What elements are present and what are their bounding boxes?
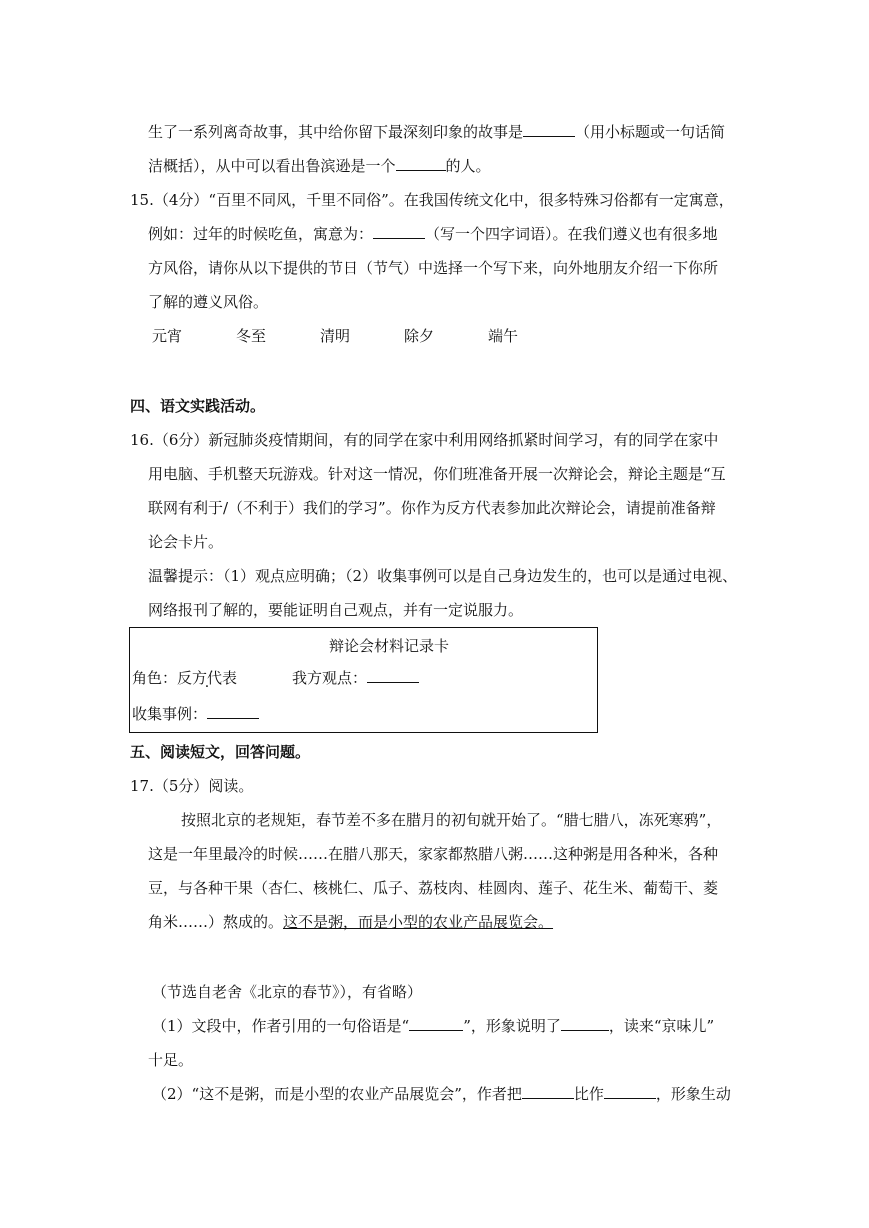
q17-sub1 — [152, 1016, 714, 1036]
q15-line3: 方风俗，请你从以下提供的节日（节气）中选择一个写下来，向外地朋友介绍一下你所 — [148, 259, 719, 277]
q17-passage-line1: 按照北京的老规矩，春节差不多在腊月的初旬就开始了。“腊七腊八，冻死寒鸦”， — [181, 811, 722, 829]
answer-blank[interactable] — [604, 1084, 656, 1099]
q16-line3: 联网有利于/（不利于）我们的学习”。你作为反方代表参加此次辩论会，请提前准备辩 — [148, 499, 716, 517]
answer-blank[interactable] — [373, 224, 425, 239]
festival-option: 冬至 — [236, 327, 267, 345]
section-4-title: 四、语文实践活动。 — [130, 397, 266, 415]
q14-line1 — [148, 122, 725, 142]
q17-passage-text: 角米……）熬成的。 — [148, 913, 284, 931]
section-5-title: 五、阅读短文，回答问题。 — [130, 743, 311, 761]
q14-line2-text-a: 洁概括），从中可以看出鲁滨逊是一个 — [148, 157, 396, 175]
festival-option: 清明 — [320, 327, 351, 345]
card-title: 辩论会材料记录卡 — [329, 637, 450, 655]
festival-option: 除夕 — [404, 327, 435, 345]
q17-passage-line3: 豆，与各种干果（杏仁、核桃仁、瓜子、荔枝肉、桂圆肉、莲子、花生米、葡萄干、菱 — [148, 879, 719, 897]
q15-line2-text-b: （写一个四字词语）。在我们遵义也有很多地 — [425, 225, 718, 243]
answer-blank[interactable] — [396, 156, 446, 171]
q14-line1-text-a: 生了一系列离奇故事，其中给你留下最深刻印象的故事是 — [148, 123, 524, 141]
q14-line2-text-b: 的人。 — [445, 157, 491, 175]
q15-line4: 了解的遵义风俗。 — [148, 293, 269, 311]
answer-blank[interactable] — [207, 704, 259, 719]
q15-line2 — [148, 224, 718, 244]
card-role-value: 反方代表 — [177, 669, 238, 687]
festival-option: 元宵 — [152, 327, 183, 345]
q17-sub1-cont: 十足。 — [148, 1051, 194, 1069]
q17-sub2-text-c: ，形象生动 — [655, 1085, 731, 1103]
q17-source: （节选自老舍《北京的春节》），有省略） — [152, 983, 423, 1001]
q15-line2-text-a: 例如：过年的时候吃鱼，寓意为： — [148, 225, 374, 243]
q17-sub2-text-a: （2）“这不是粥，而是小型的农业产品展览会”，作者把 — [152, 1085, 522, 1103]
q17-head: 17.（5分）阅读。 — [130, 777, 254, 795]
debate-record-card — [129, 627, 598, 733]
q14-line2 — [148, 156, 491, 176]
card-example — [132, 704, 259, 724]
card-role-label: 角色： — [132, 669, 178, 687]
card-view-label: 我方观点： — [292, 669, 368, 687]
q16-tip2: 网络报刊了解的，要能证明自己观点，并有一定说服力。 — [148, 601, 524, 619]
q16-tip1: 温馨提示：（1）观点应明确；（2）收集事例可以是自己身边发生的，也可以是通过电视、 — [148, 567, 738, 585]
q17-sub1-text-c: ，读来“京味儿” — [608, 1017, 715, 1035]
q15-line1: 15.（4分）“百里不同风，千里不同俗”。在我国传统文化中，很多特殊习俗都有一定寓意， — [130, 191, 734, 209]
answer-blank[interactable] — [561, 1016, 609, 1031]
q17-sub2 — [152, 1084, 731, 1104]
q16-line4: 论会卡片。 — [148, 533, 224, 551]
q17-passage-line2: 这是一年里最冷的时候……在腊八那天，家家都熬腊八粥……这种粥是用各种米，各种 — [148, 845, 719, 863]
q17-sub1-text-b: ”，形象说明了 — [463, 1017, 561, 1035]
q16-line1: 16.（6分）新冠肺炎疫情期间，有的同学在家中利用网络抓紧时间学习，有的同学在家中 — [130, 431, 719, 449]
answer-blank[interactable] — [522, 1084, 574, 1099]
answer-blank[interactable] — [523, 122, 575, 137]
card-view — [292, 668, 419, 688]
card-role — [132, 668, 237, 688]
card-example-label: 收集事例： — [132, 705, 208, 723]
festival-option: 端午 — [488, 327, 519, 345]
q16-line2: 用电脑、手机整天玩游戏。针对这一情况，你们班准备开展一次辩论会，辩论主题是“互 — [148, 465, 726, 483]
underlined-sentence: 这不是粥，而是小型的农业产品展览会。 — [283, 913, 554, 931]
q17-passage-line4 — [148, 912, 553, 932]
q14-line1-text-b: （用小标题或一句话简 — [575, 123, 726, 141]
answer-blank[interactable] — [367, 668, 419, 683]
answer-blank[interactable] — [409, 1016, 463, 1031]
q17-sub1-text-a: （1）文段中，作者引用的一句俗语是“ — [152, 1017, 410, 1035]
q17-sub2-text-b: 比作 — [573, 1085, 604, 1103]
